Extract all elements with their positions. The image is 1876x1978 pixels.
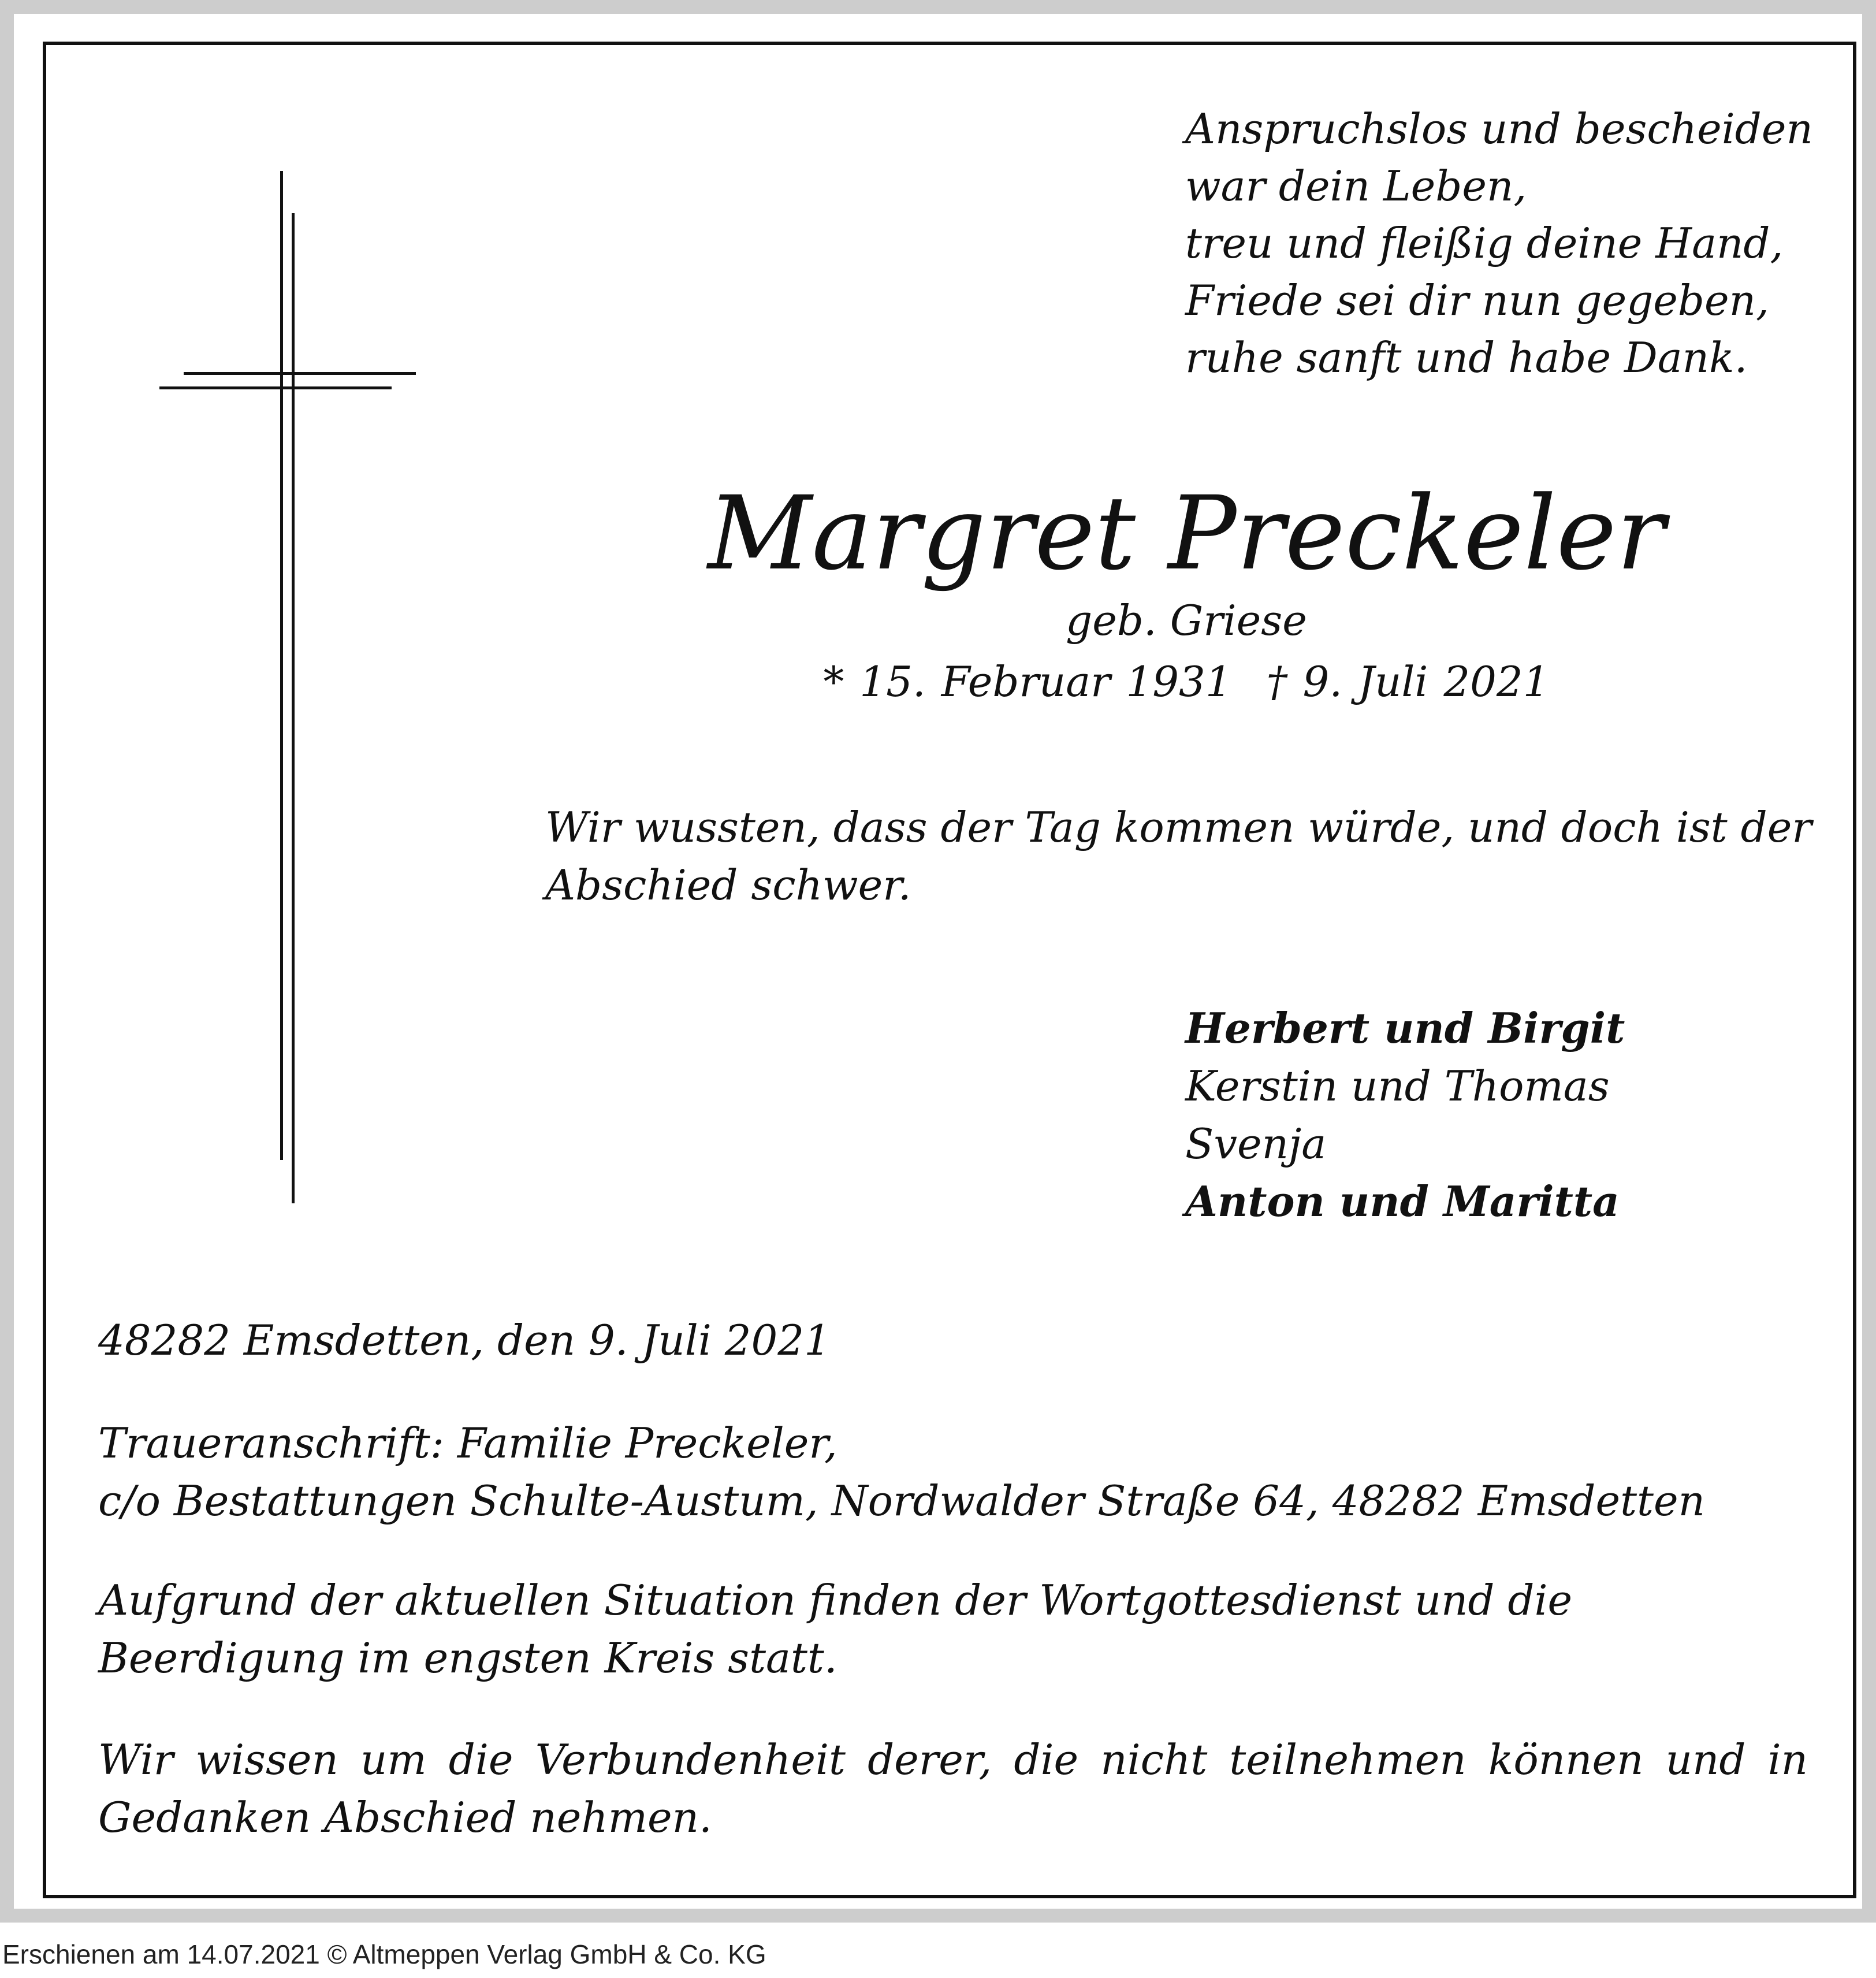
announcement-card <box>14 14 1862 1909</box>
poem <box>1185 101 1813 386</box>
address-line-1: Traueranschrift: Familie Preckeler, <box>98 1419 838 1467</box>
life-dates <box>14 653 1876 711</box>
birth-date: * 15. Februar 1931 <box>823 657 1232 706</box>
place-date: 48282 Emsdetten, den 9. Juli 2021 <box>98 1316 831 1364</box>
poem-line: treu und fleißig deine Hand, <box>1185 219 1784 267</box>
closing-text: Wir wissen um die Verbundenheit derer, die nicht teilnehmen können und in Gedanken Abschied nehmen. <box>98 1735 1808 1842</box>
funeral-notice: Aufgrund der aktuellen Situation finden der Wortgottesdienst und die Beerdigung im engsten Kreis statt. <box>98 1576 1573 1682</box>
family-member: Kerstin und Thomas <box>1185 1062 1610 1110</box>
poem-line: Friede sei dir nun gegeben, <box>1185 276 1769 325</box>
publication-footer: Erschienen am 14.07.2021 © Altmeppen Verlag GmbH & Co. KG <box>2 1939 766 1969</box>
address-line-2: c/o Bestattungen Schulte-Austum, Nordwalder Straße 64, 48282 Emsdetten <box>98 1477 1705 1525</box>
farewell-text: Wir wussten, dass der Tag kommen würde, und doch ist der Abschied schwer. <box>545 803 1812 909</box>
poem-line: Anspruchslos und bescheiden <box>1185 105 1813 153</box>
death-date: † 9. Juli 2021 <box>1266 657 1550 706</box>
family-member: Anton und Maritta <box>1185 1177 1620 1226</box>
family-member: Svenja <box>1185 1120 1327 1168</box>
poem-line: ruhe sanft und habe Dank. <box>1185 333 1748 382</box>
maiden-name: geb. Griese <box>1066 596 1307 645</box>
family-member: Herbert und Birgit <box>1185 1003 1625 1053</box>
mourning-address <box>98 1414 1808 1530</box>
deceased-name: Margret Preckeler <box>708 474 1665 593</box>
poem-line: war dein Leben, <box>1185 162 1527 210</box>
